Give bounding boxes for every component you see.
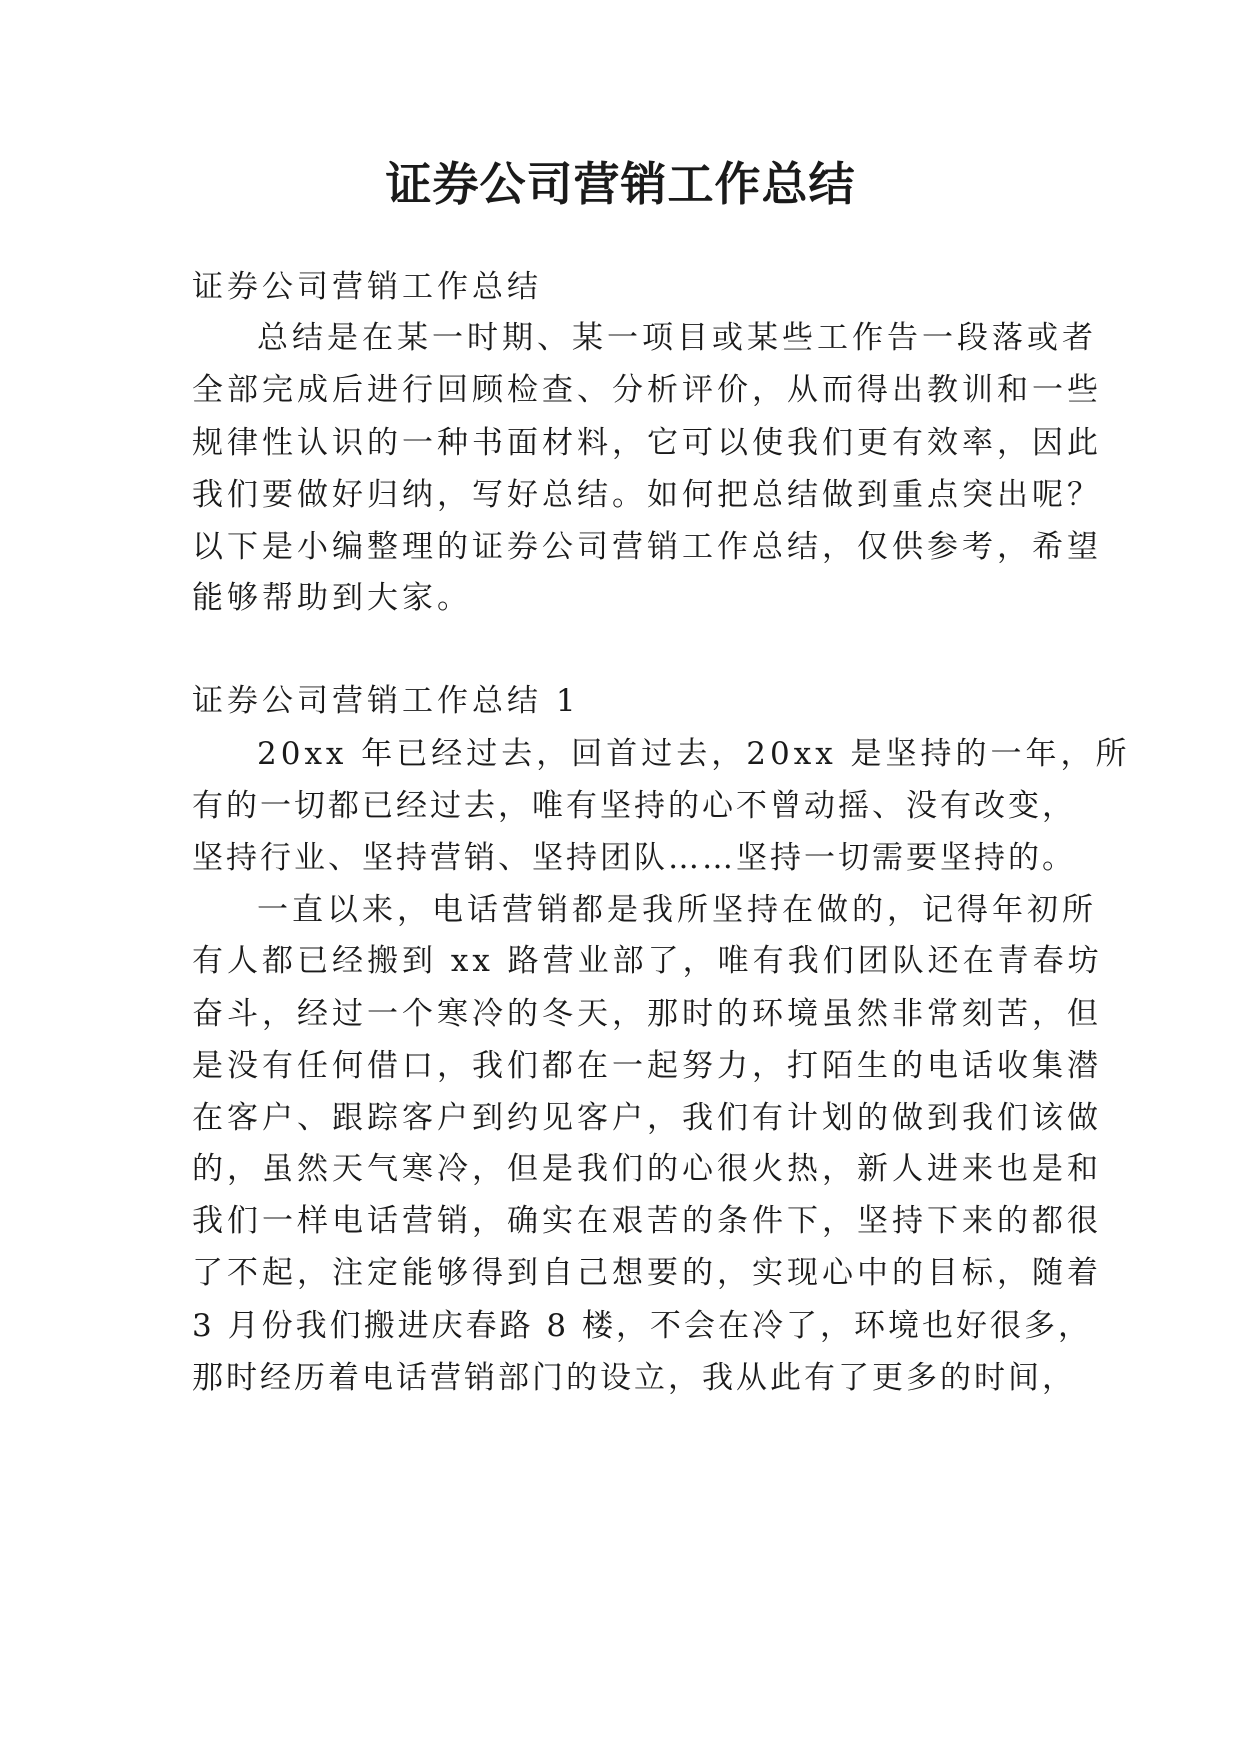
section-heading: 证券公司营销工作总结 1 <box>192 683 580 719</box>
intro-heading: 证券公司营销工作总结 <box>192 269 542 305</box>
paragraph-line: 规律性认识的一种书面材料，它可以使我们更有效率，因此 <box>192 425 1102 461</box>
paragraph-line: 能够帮助到大家。 <box>192 580 472 616</box>
paragraph-line: 20xx 年已经过去，回首过去，20xx 是坚持的一年，所 <box>257 736 1131 772</box>
paragraph-line: 有的一切都已经过去，唯有坚持的心不曾动摇、没有改变， <box>192 788 1076 824</box>
paragraph-line: 了不起，注定能够得到自己想要的，实现心中的目标，随着 <box>192 1255 1102 1291</box>
paragraph-line: 我们一样电话营销，确实在艰苦的条件下，坚持下来的都很 <box>192 1203 1102 1239</box>
paragraph-line: 坚持行业、坚持营销、坚持团队……坚持一切需要坚持的。 <box>192 840 1076 876</box>
paragraph-line: 的，虽然天气寒冷，但是我们的心很火热，新人进来也是和 <box>192 1151 1102 1187</box>
paragraph-line: 在客户、跟踪客户到约见客户，我们有计划的做到我们该做 <box>192 1100 1102 1136</box>
paragraph-line: 一直以来，电话营销都是我所坚持在做的，记得年初所 <box>257 892 1097 928</box>
paragraph-line: 奋斗，经过一个寒冷的冬天，那时的环境虽然非常刻苦，但 <box>192 996 1102 1032</box>
paragraph-line: 以下是小编整理的证券公司营销工作总结，仅供参考，希望 <box>192 529 1102 565</box>
paragraph-line: 3 月份我们搬进庆春路 8 楼，不会在冷了，环境也好很多， <box>192 1308 1093 1344</box>
paragraph-line: 是没有任何借口，我们都在一起努力，打陌生的电话收集潜 <box>192 1048 1102 1084</box>
paragraph-line: 全部完成后进行回顾检查、分析评价，从而得出教训和一些 <box>192 372 1102 408</box>
paragraph-line: 有人都已经搬到 xx 路营业部了，唯有我们团队还在青春坊 <box>192 943 1103 979</box>
paragraph-line: 那时经历着电话营销部门的设立，我从此有了更多的时间， <box>192 1360 1076 1396</box>
paragraph-line: 总结是在某一时期、某一项目或某些工作告一段落或者 <box>257 320 1097 356</box>
paragraph-line: 我们要做好归纳，写好总结。如何把总结做到重点突出呢？ <box>192 477 1102 513</box>
document-title: 证券公司营销工作总结 <box>385 157 856 211</box>
